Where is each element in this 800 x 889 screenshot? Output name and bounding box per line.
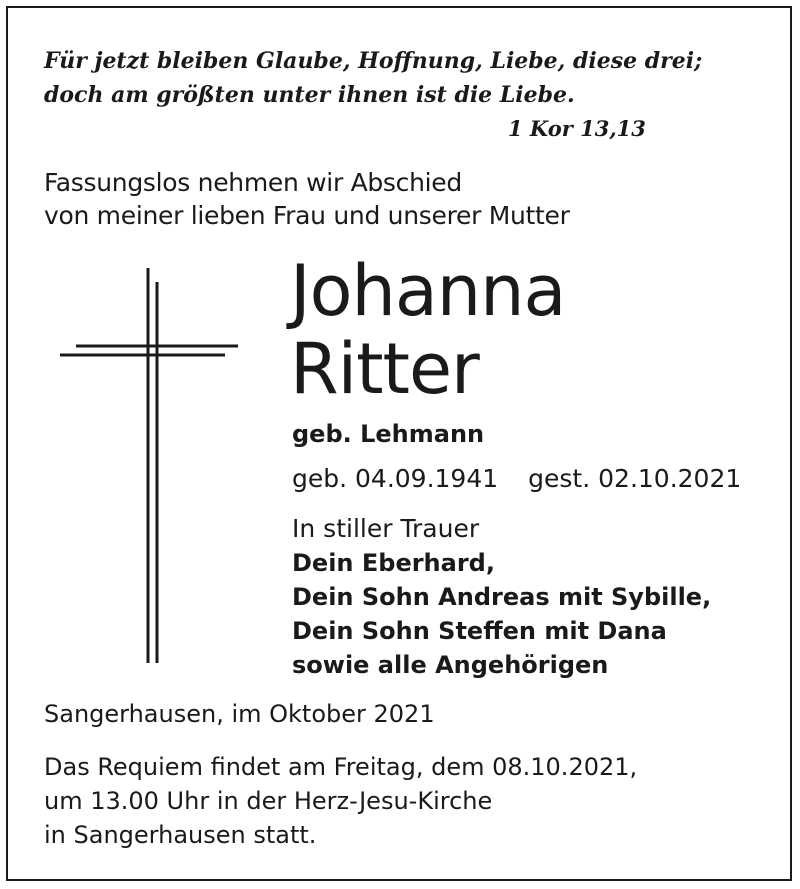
place-date: Sangerhausen, im Oktober 2021 <box>44 700 435 728</box>
requiem-notice <box>44 750 637 852</box>
bible-verse <box>44 44 702 112</box>
birth-date: geb. 04.09.1941 <box>292 464 499 493</box>
deceased-name <box>290 252 565 408</box>
intro-line: Fassungslos nehmen wir Abschied <box>44 168 462 197</box>
requiem-line: Das Requiem findet am Freitag, dem 08.10.2021, <box>44 753 638 781</box>
last-name: Ritter <box>290 328 479 410</box>
mourner-line: Dein Eberhard, <box>292 549 495 577</box>
mourners-list <box>292 546 711 682</box>
death-date: gest. 02.10.2021 <box>528 464 742 493</box>
first-name: Johanna <box>290 250 566 332</box>
requiem-line: in Sangerhausen statt. <box>44 821 317 849</box>
verse-line: Für jetzt bleiben Glaube, Hoffnung, Liebe, diese drei; <box>44 48 703 74</box>
requiem-line: um 13.00 Uhr in der Herz-Jesu-Kirche <box>44 787 493 815</box>
farewell-intro <box>44 166 570 232</box>
life-dates <box>292 464 741 493</box>
verse-reference: 1 Kor 13,13 <box>508 116 646 141</box>
intro-line: von meiner lieben Frau und unserer Mutter <box>44 201 570 230</box>
mourning-intro: In stiller Trauer <box>292 514 480 543</box>
verse-line: doch am größten unter ihnen ist die Liebe. <box>44 82 575 108</box>
mourner-line: Dein Sohn Steffen mit Dana <box>292 617 667 645</box>
maiden-name: geb. Lehmann <box>292 420 485 448</box>
mourner-line: sowie alle Angehörigen <box>292 651 609 679</box>
mourner-line: Dein Sohn Andreas mit Sybille, <box>292 583 712 611</box>
cross-icon <box>60 268 240 668</box>
